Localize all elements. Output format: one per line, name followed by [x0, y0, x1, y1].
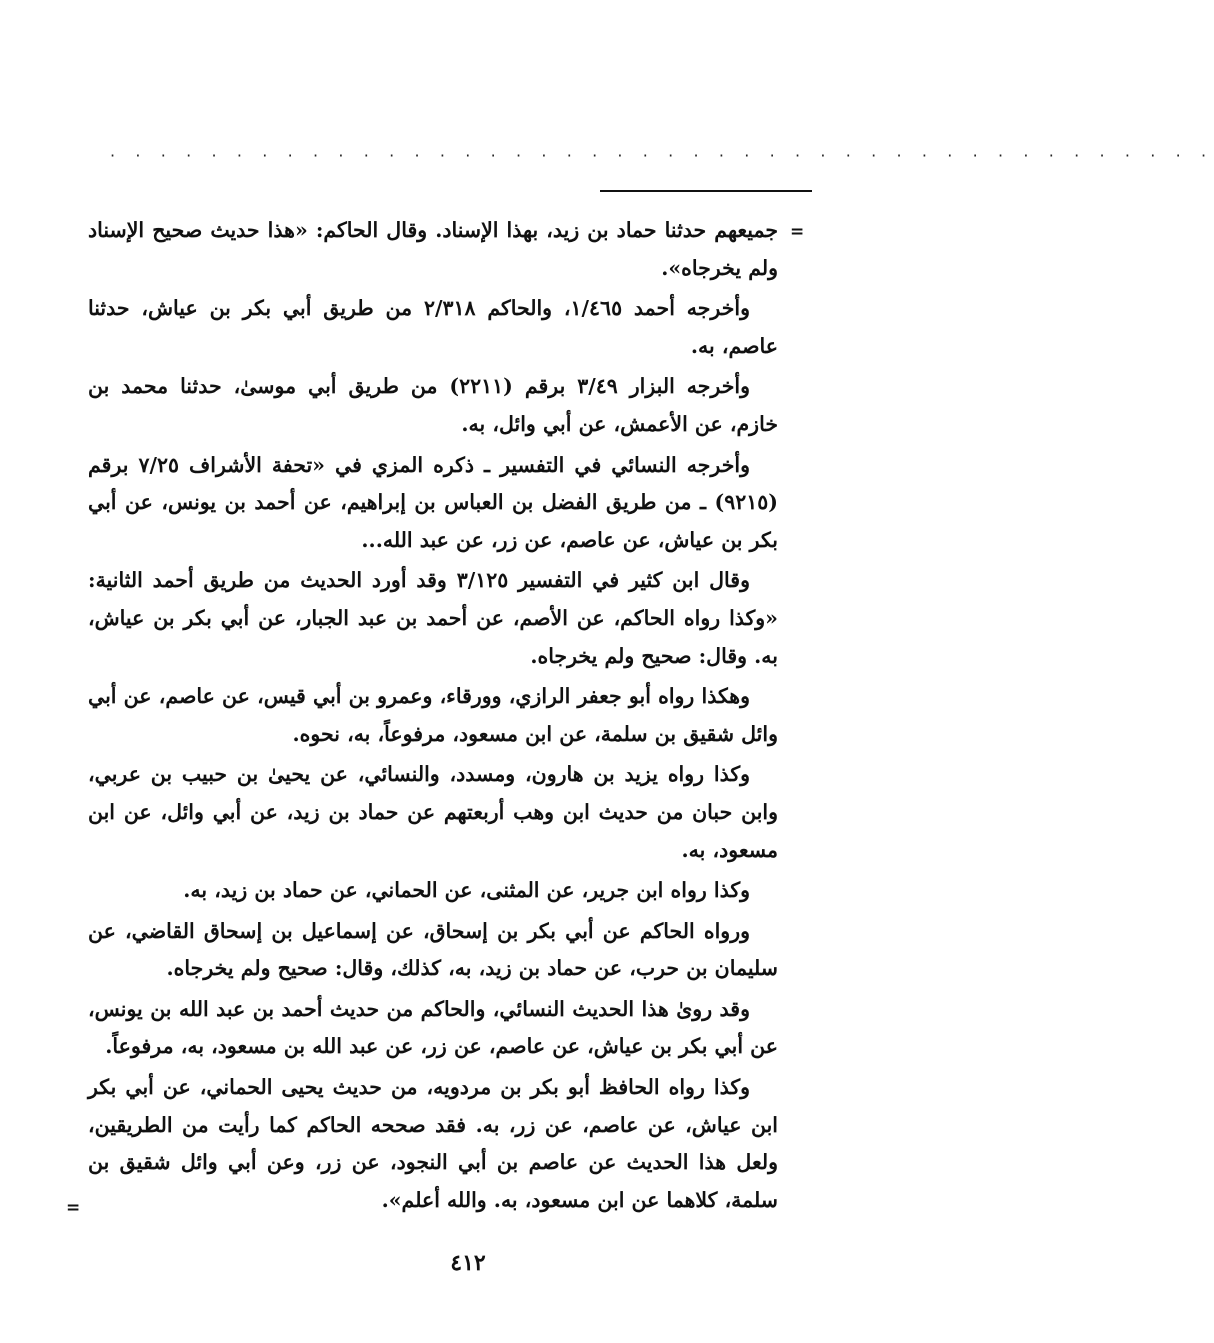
continuation-mark-top: = [790, 222, 805, 242]
paragraph: وأخرجه النسائي في التفسير ـ ذكره المزي في «تحفة الأشراف ٧/٢٥ برقم (٩٢١٥) ـ من طريق الفضل بن العباس بن إبراهيم، عن أحمد بن يونس، عن أبي بكر بن عياش، عن عاصم، عن زر، عن عبد الله... [88, 452, 778, 552]
paragraph: وكذا رواه يزيد بن هارون، ومسدد، والنسائي، عن يحيىٰ بن حبيب بن عربي، وابن حبان من حديث ابن وهب أربعتهم عن حماد بن زيد، عن أبي وائل، عن ابن مسعود، به. [88, 762, 778, 862]
paragraph: جميعهم حدثنا حماد بن زيد، بهذا الإسناد. وقال الحاكم: «هذا حديث صحيح الإسناد ولم يخرجاه». [88, 218, 778, 280]
footnote-rule [600, 190, 812, 192]
paragraph: ورواه الحاكم عن أبي بكر بن إسحاق، عن إسماعيل بن إسحاق القاضي، عن سليمان بن حرب، عن حماد بن زيد، به، كذلك، وقال: صحيح ولم يخرجاه. [88, 918, 778, 981]
paragraph: وهكذا رواه أبو جعفر الرازي، وورقاء، وعمرو بن أبي قيس، عن عاصم، عن أبي وائل شقيق بن سلمة، عن ابن مسعود، مرفوعاً، به، نحوه. [88, 684, 778, 746]
paragraph: وأخرجه أحمد ١/٤٦٥، والحاكم ٢/٣١٨ من طريق أبي بكر بن عياش، حدثنا عاصم، به. [88, 296, 778, 358]
paragraph: وقال ابن كثير في التفسير ٣/١٢٥ وقد أورد الحديث من طريق أحمد الثانية: «وكذا رواه الحاكم، عن الأصم، عن أحمد بن عبد الجبار، عن أبي بكر بن عياش، به. وقال: صحيح ولم يخرجاه. [88, 568, 778, 668]
paragraph: وقد روىٰ هذا الحديث النسائي، والحاكم من حديث أحمد بن عبد الله بن يونس، عن أبي بكر بن عياش، عن عاصم، عن زر، عن عبد الله بن مسعود، به، مرفوعاً. [88, 996, 778, 1059]
footnote-body [88, 212, 778, 1222]
paragraph: وكذا رواه ابن جرير، عن المثنى، عن الحماني، عن حماد بن زيد، به. [183, 878, 750, 903]
paragraph: وكذا رواه الحافظ أبو بكر بن مردويه، من حديث يحيى الحماني، عن أبي بكر ابن عياش، عن عاصم، عن زر، به. فقد صححه الحاكم كما رأيت من الطريقين، ولعل هذا الحديث عن عاصم بن أبي النجود، عن زر، وعن أبي وائل شقيق بن سلمة، كلاهما عن ابن مسعود، به. والله أعلم». [88, 1075, 778, 1212]
separator-dots: · · · · · · · · · · · · · · · · · · · · · · · · · · · · · · · · · · · · · · · · · · · · [110, 146, 1214, 165]
page-number: ٤١٢ [450, 1250, 486, 1276]
paragraph: وأخرجه البزار ٣/٤٩ برقم (٢٢١١) من طريق أبي موسىٰ، حدثنا محمد بن خازم، عن الأعمش، عن أبي وائل، به. [88, 374, 778, 436]
continuation-mark-bottom: = [66, 1198, 81, 1218]
